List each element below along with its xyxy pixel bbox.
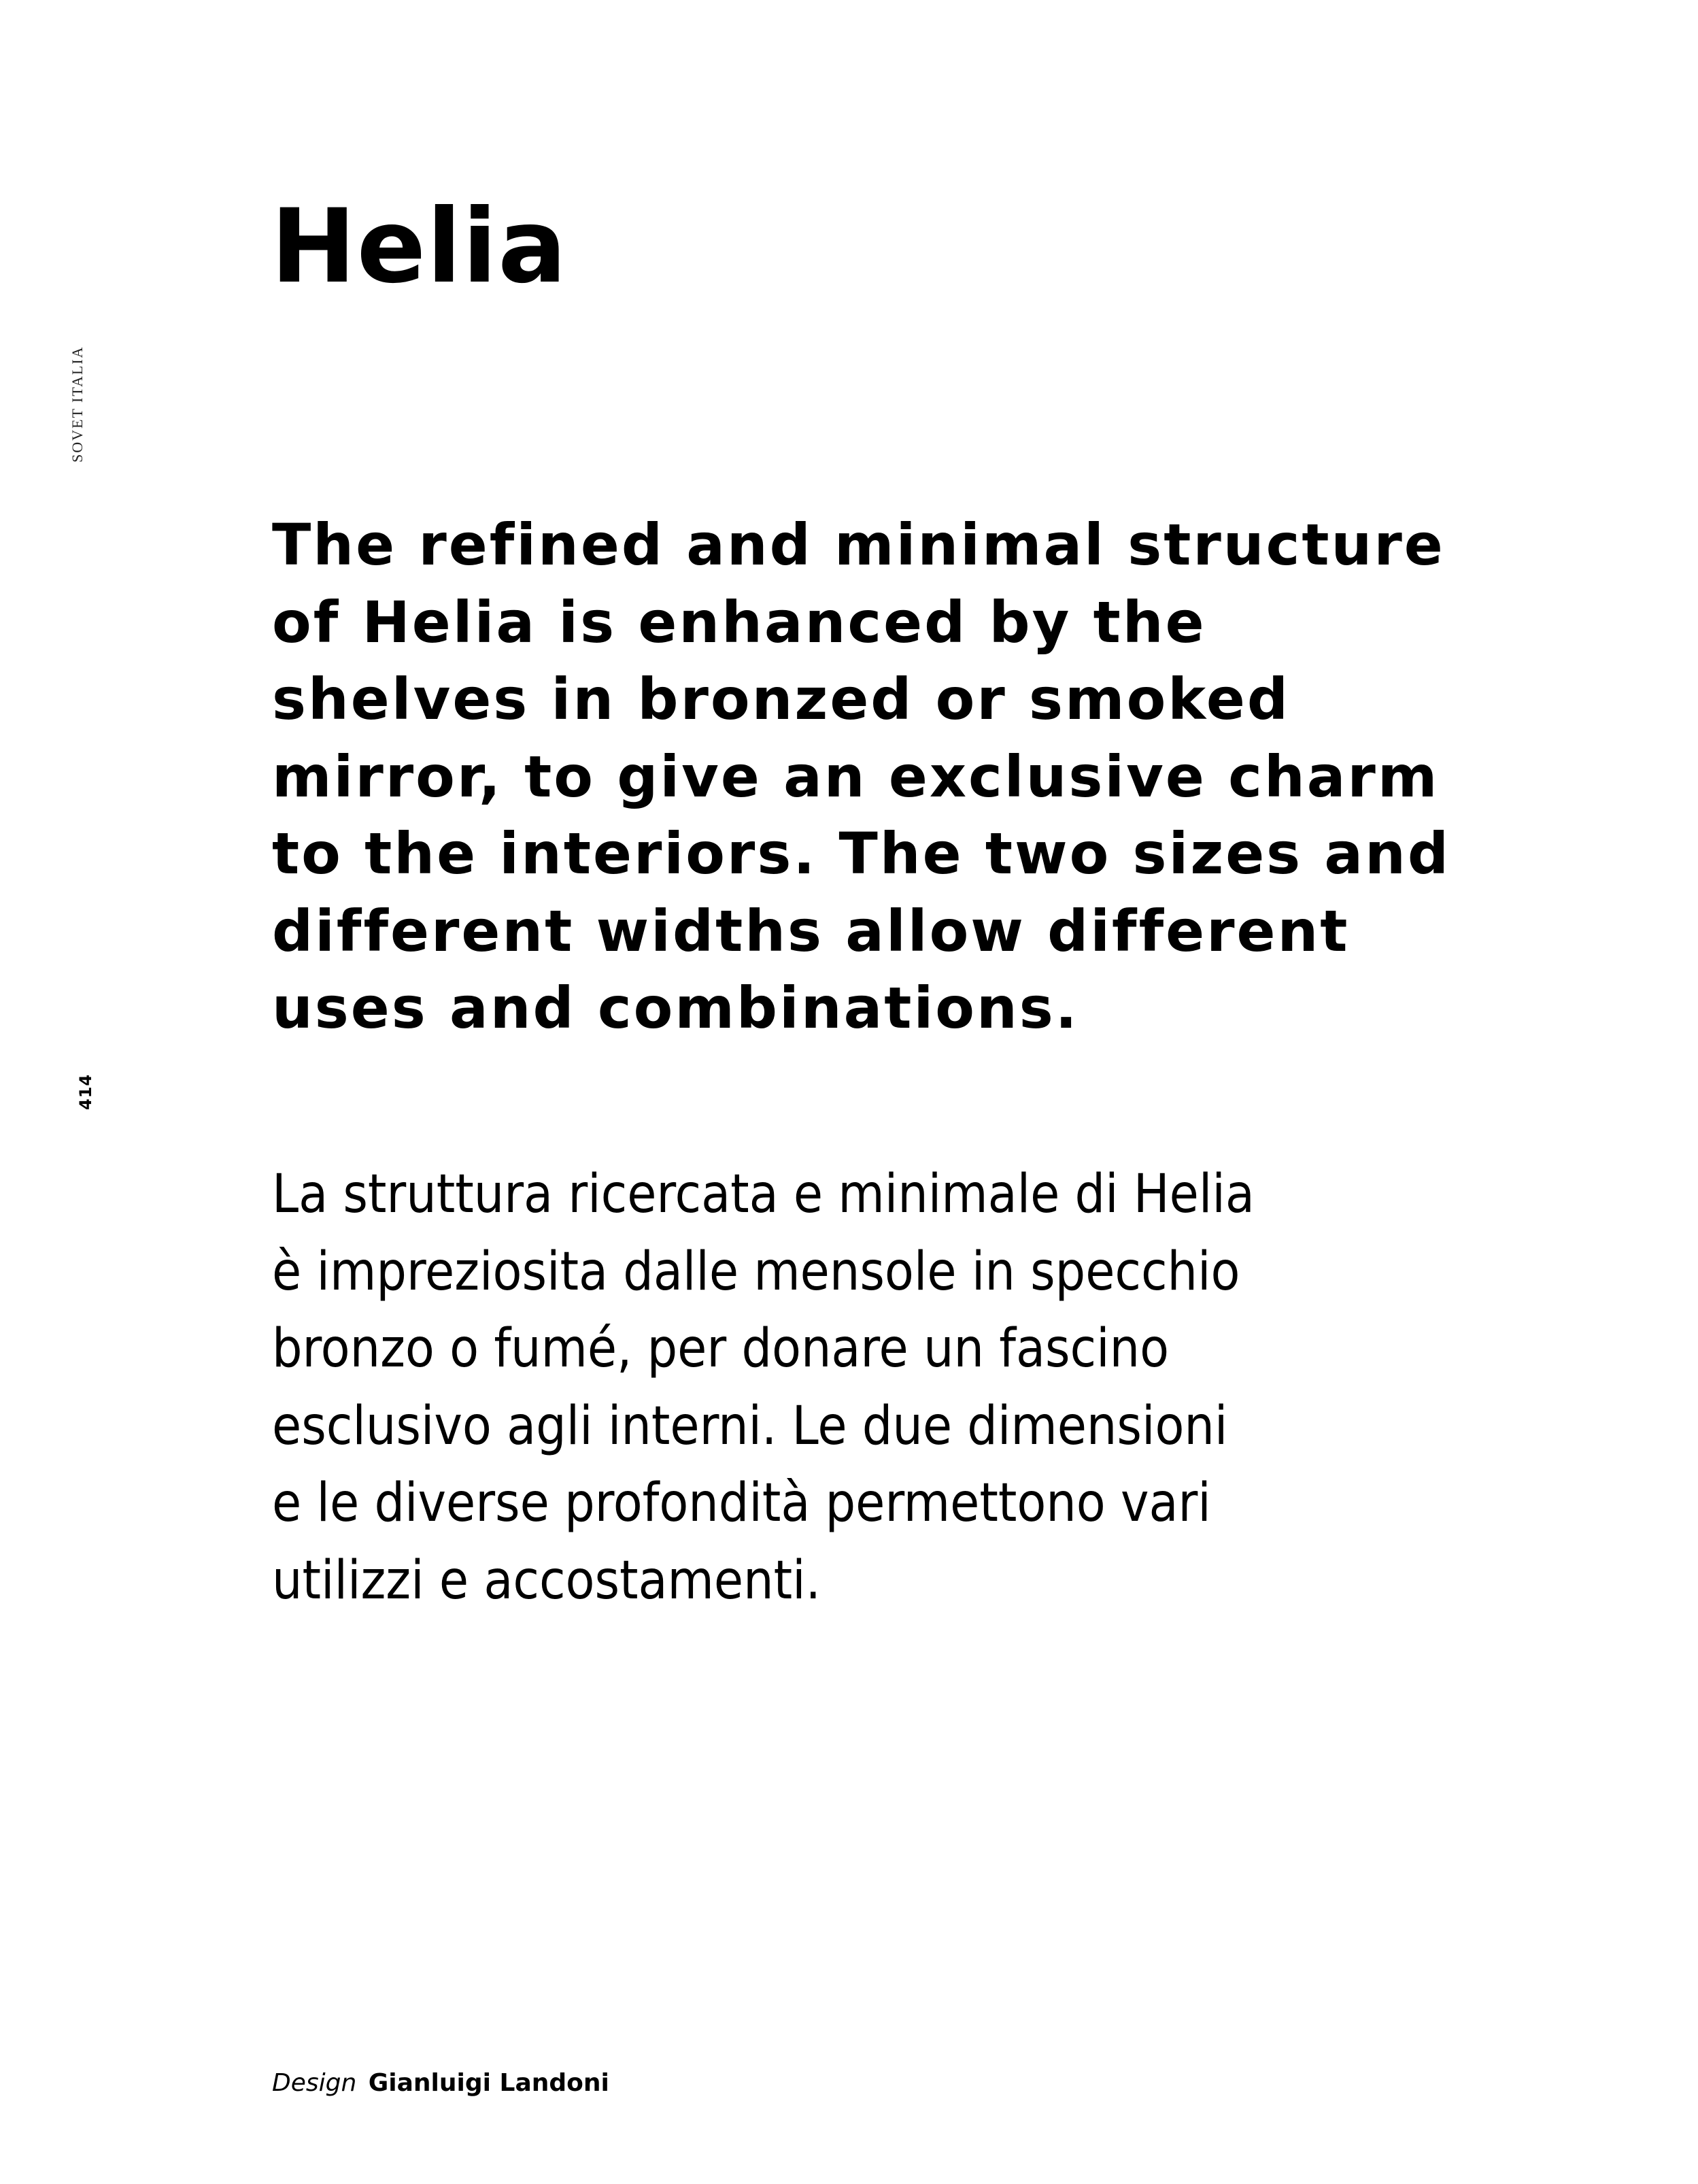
- english-line: uses and combinations.: [272, 975, 1079, 1041]
- english-line: of Helia is enhanced by the: [272, 588, 1206, 656]
- english-line: mirror, to give an exclusive charm: [272, 743, 1440, 810]
- design-credit: [272, 2071, 609, 2096]
- page-number: 414: [76, 1073, 95, 1110]
- italian-line: esclusivo agli interni. Le due dimensioni: [272, 1395, 1228, 1457]
- page-title: Helia: [271, 188, 568, 306]
- italian-description: [272, 1156, 1255, 1619]
- english-description: [272, 507, 1450, 1047]
- italian-line: e le diverse profondità permettono vari: [272, 1473, 1211, 1534]
- italian-line: bronzo o fumé, per donare un fascino: [272, 1318, 1169, 1379]
- english-line: different widths allow different: [272, 897, 1350, 964]
- english-line: The refined and minimal structure: [272, 511, 1445, 578]
- italian-line: è impreziosita dalle mensole in specchio: [272, 1241, 1240, 1303]
- designer-name: Gianluigi Landoni: [368, 2069, 609, 2097]
- english-line: shelves in bronzed or smoked: [272, 666, 1290, 733]
- english-line: to the interiors. The two sizes and: [272, 820, 1451, 887]
- italian-line: utilizzi e accostamenti.: [272, 1549, 821, 1611]
- italian-line: La struttura ricercata e minimale di Helia: [272, 1164, 1255, 1225]
- design-credit-label: Design: [272, 2069, 357, 2097]
- brand-label: SOVET ITALIA: [69, 346, 86, 463]
